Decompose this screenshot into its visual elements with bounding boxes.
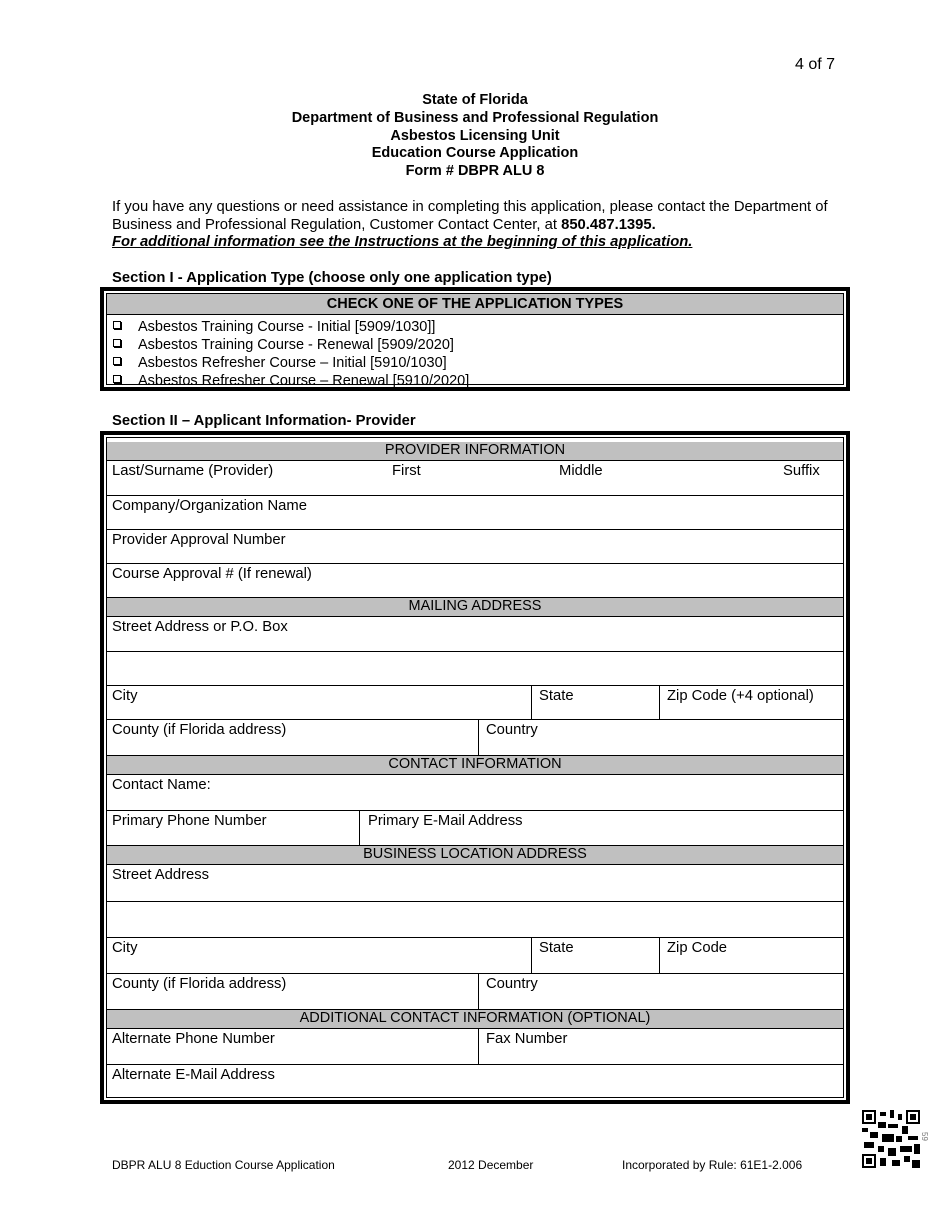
course-approval-row[interactable]	[107, 564, 843, 598]
alternate-contact-row[interactable]	[107, 1029, 843, 1065]
street-label: Street Address	[112, 867, 210, 883]
country-label: Country	[486, 722, 538, 738]
section2-title: Section II – Applicant Information- Provider	[112, 413, 416, 429]
header-unit: Asbestos Licensing Unit	[390, 127, 560, 144]
qr-number: 59	[919, 1132, 929, 1141]
alt-email-row[interactable]	[107, 1065, 843, 1101]
instructions-note: For additional information see the Instructions at the beginning of this application.	[112, 234, 693, 250]
mailing-address-band: MAILING ADDRESS	[107, 598, 843, 617]
mailing-city-row[interactable]	[107, 686, 843, 720]
business-street-row-2[interactable]	[107, 902, 843, 938]
divider	[659, 938, 660, 973]
state-label: State	[539, 940, 574, 956]
divider	[531, 938, 532, 973]
option-label: Asbestos Refresher Course – Renewal [5910/2020]	[138, 373, 470, 389]
middle-name-label: Middle	[559, 463, 603, 479]
provider-name-row[interactable]	[107, 461, 843, 496]
city-label: City	[112, 688, 138, 704]
provider-approval-label: Provider Approval Number	[112, 532, 286, 548]
header-form-number: Form # DBPR ALU 8	[405, 163, 545, 180]
contact-phone: 850.487.1395.	[561, 216, 656, 233]
fax-label: Fax Number	[486, 1031, 568, 1047]
checkbox-icon[interactable]	[113, 375, 121, 383]
option-refresher-initial[interactable]	[113, 354, 447, 372]
checkbox-icon[interactable]	[113, 321, 121, 329]
header-state: State of Florida	[422, 92, 528, 108]
header-form-title: Education Course Application	[371, 145, 579, 162]
footer-form-name: DBPR ALU 8 Eduction Course Application	[112, 1158, 335, 1172]
divider	[659, 686, 660, 719]
divider	[531, 686, 532, 719]
divider	[478, 1029, 479, 1064]
zip-optional-label: Zip Code (+4 optional)	[667, 688, 814, 704]
additional-contact-band: ADDITIONAL CONTACT INFORMATION (OPTIONAL)	[107, 1010, 843, 1029]
divider	[478, 720, 479, 755]
provider-info-band: PROVIDER INFORMATION	[107, 442, 843, 461]
qr-code-icon	[862, 1110, 920, 1168]
applicant-info-box	[100, 431, 850, 1104]
alt-email-label: Alternate E-Mail Address	[112, 1067, 275, 1083]
application-type-header: CHECK ONE OF THE APPLICATION TYPES	[107, 294, 843, 315]
primary-phone-label: Primary Phone Number	[112, 813, 267, 829]
option-training-initial[interactable]	[113, 318, 435, 336]
business-city-row[interactable]	[107, 938, 843, 974]
business-location-band: BUSINESS LOCATION ADDRESS	[107, 846, 843, 865]
form-header	[0, 92, 950, 181]
contact-name-row[interactable]	[107, 775, 843, 811]
alt-phone-label: Alternate Phone Number	[112, 1031, 275, 1047]
application-type-box	[100, 287, 850, 391]
course-approval-label: Course Approval # (If renewal)	[112, 566, 312, 582]
suffix-label: Suffix	[783, 463, 820, 479]
page-number: 4 of 7	[795, 56, 836, 73]
divider	[359, 811, 360, 845]
footer-date: 2012 December	[448, 1158, 534, 1172]
county-label: County (if Florida address)	[112, 722, 287, 738]
company-label: Company/Organization Name	[112, 498, 307, 514]
company-row[interactable]	[107, 496, 843, 530]
first-name-label: First	[392, 463, 421, 479]
street-po-label: Street Address or P.O. Box	[112, 619, 288, 635]
mailing-county-row[interactable]	[107, 720, 843, 756]
option-label: Asbestos Training Course - Initial [5909/1030]]	[138, 319, 436, 335]
business-street-row[interactable]	[107, 865, 843, 902]
last-name-label: Last/Surname (Provider)	[112, 463, 274, 479]
checkbox-icon[interactable]	[113, 357, 121, 365]
primary-contact-row[interactable]	[107, 811, 843, 846]
mailing-street-row-2[interactable]	[107, 652, 843, 686]
option-label: Asbestos Refresher Course – Initial [5910/1030]	[138, 355, 447, 371]
provider-approval-row[interactable]	[107, 530, 843, 564]
section1-title: Section I - Application Type (choose only one application type)	[112, 270, 552, 286]
primary-email-label: Primary E-Mail Address	[368, 813, 523, 829]
contact-info-band: CONTACT INFORMATION	[107, 756, 843, 775]
option-training-renewal[interactable]	[113, 336, 454, 354]
header-department: Department of Business and Professional Regulation	[291, 109, 659, 126]
country-label: Country	[486, 976, 538, 992]
county-label: County (if Florida address)	[112, 976, 287, 992]
footer-rule: Incorporated by Rule: 61E1-2.006	[622, 1158, 803, 1172]
option-refresher-renewal[interactable]	[113, 372, 469, 390]
contact-name-label: Contact Name:	[112, 777, 211, 793]
option-label: Asbestos Training Course - Renewal [5909/2020]	[138, 337, 454, 353]
intro-paragraph	[112, 199, 832, 252]
checkbox-icon[interactable]	[113, 339, 121, 347]
business-county-row[interactable]	[107, 974, 843, 1010]
city-label: City	[112, 940, 138, 956]
mailing-street-row[interactable]	[107, 617, 843, 652]
state-label: State	[539, 688, 574, 704]
intro-text: If you have any questions or need assistance in completing this application, please contact the Department of Business and Professional Regulation, Customer Contact Center, at	[112, 199, 828, 233]
zip-label: Zip Code	[667, 940, 728, 956]
divider	[478, 974, 479, 1009]
